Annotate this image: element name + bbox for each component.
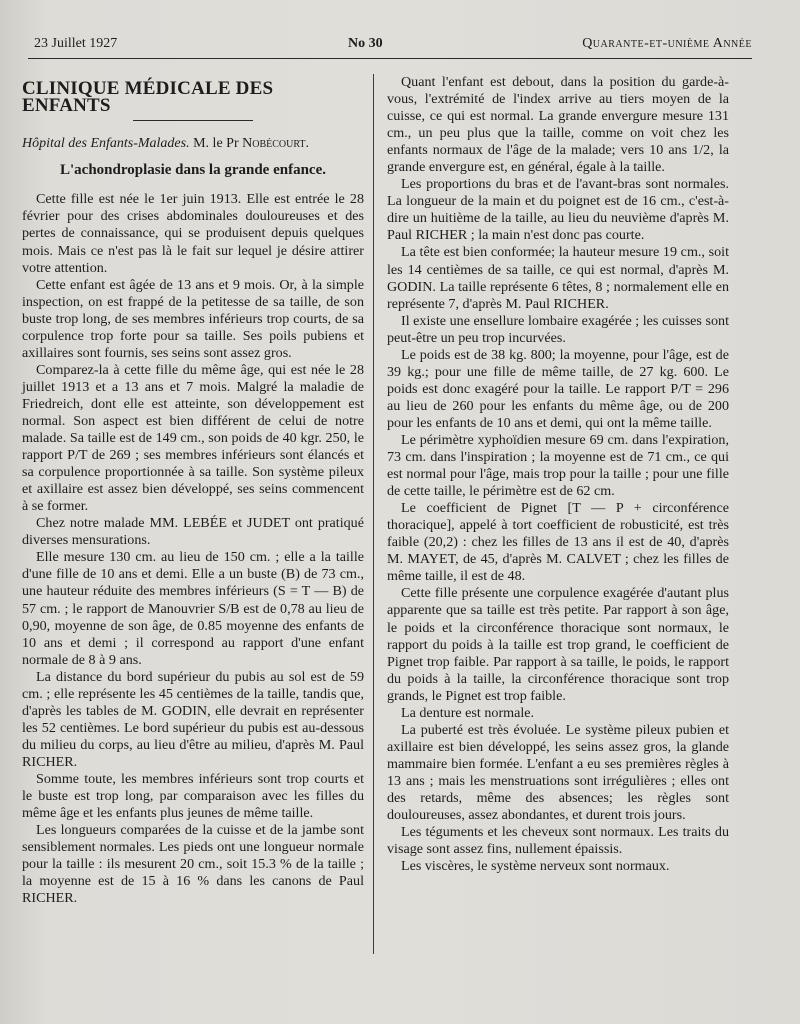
title-rule <box>133 120 253 121</box>
paragraph: Cette fille est née le 1er juin 1913. Elle est entrée le 28 février pour des crises abdominales douloureuses et des pertes de connaissance, qui se produisent depuis quelques mois. Mais ce n'est pas là le fait sur lequel je désire attirer votre attention. <box>22 191 364 276</box>
paragraph: Les téguments et les cheveux sont normaux. Les traits du visage sont assez fins, nullement épaissis. <box>387 824 729 858</box>
hospital-intro: M. le Pr <box>189 136 243 152</box>
paragraph: Cette fille présente une corpulence exagérée d'autant plus apparente que sa taille est très petite. Par rapport à son âge, le poids et la circonférence thoracique sont normaux, le rapport du poids à la taille est trop grand, le coefficient de Pignet trop faible. Par rapport à sa taille, le poids, le rapport du poids à la taille, la circonférence thoracique sont trop grands, le Pignet est trop faible. <box>387 585 729 704</box>
issue-date: 23 Juillet 1927 <box>34 36 118 51</box>
paragraph: Somme toute, les membres inférieurs sont trop courts et le buste est trop long, par comparaison avec les filles du même âge et les enfants plus jeunes de même taille. <box>22 770 364 822</box>
right-column <box>387 74 729 875</box>
paragraph: Comparez-la à cette fille du même âge, qui est née le 28 juillet 1913 et a 13 ans et 7 mois. Malgré la maladie de Friedreich, dont elle est atteinte, son développement est normal. Son aspect est bien différent de celui de notre malade. Sa taille est de 149 cm., son poids de 40 kgr. 250, le rapport P/T de 269 ; ses membres inférieurs sont élancés et sa corpulence proportionnée à sa taille. Son système pileux et axillaire est assez bien développé, ses seins commencent à se former. <box>22 361 364 515</box>
author-name: Nobécourt. <box>242 136 310 152</box>
paragraph: La distance du bord supérieur du pubis au sol est de 59 cm. ; elle représente les 45 centièmes de la taille, tandis que, d'après les tables de M. GODIN, elle devrait en représenter les 52 centièmes. Le bord supérieur du pubis est au-dessous du milieu du corps, au lieu d'être au milieu, d'après M. Paul RICHER. <box>22 668 364 770</box>
paragraph: Elle mesure 130 cm. au lieu de 150 cm. ; elle a la taille d'une fille de 10 ans et demi. Elle a un buste (B) de 73 cm., une hauteur réduite des membres inférieurs (S = T — B) de 57 cm. ; le rapport de Manouvrier S/B est de 0,78 au lieu de 0,90, moyenne de son âge, de 0.85 moyenne des enfants de 10 ans et demi ; il correspond au rapport d'une enfant normale de 8 à 9 ans. <box>22 549 364 668</box>
paragraph: La denture est normale. <box>401 704 535 721</box>
article-title: CLINIQUE MÉDICALE DES ENFANTS <box>22 78 274 117</box>
page-header <box>28 36 752 59</box>
paragraph: Quant l'enfant est debout, dans la position du garde-à-vous, l'extrémité de l'index arrive au tiers moyen de la cuisse, ce qui est normal. La grande envergure mesure 131 cm., un peu plus que la taille, comme on voit chez les enfants normaux de l'âge de la malade; vers 10 ans 1/2, la grande envergure est, en général, égale à la taille. <box>387 74 729 176</box>
paragraph: La tête est bien conformée; la hauteur mesure 19 cm., soit les 14 centièmes de sa taille, ce qui est normal, d'après M. GODIN. La taille représente 6 têtes, 8 ; normalement elle en représente 7, d'après M. Paul RICHER. <box>387 244 729 312</box>
article-subtitle: L'achondroplasie dans la grande enfance. <box>59 162 326 179</box>
paragraph: La puberté est très évoluée. Le système pileux pubien et axillaire est bien développé, les seins assez gros, la glande mammaire bien formée. L'enfant a eu ses premières règles à 13 ans ; mais les menstruations sont irrégulières ; elles ont des retards, même des absences; les règles sont douloureuses, assez abondantes, et durent trois jours. <box>387 721 729 824</box>
hospital-name: Hôpital des Enfants-Malades. <box>22 136 190 152</box>
paragraph: Chez notre malade MM. LEBÉE et JUDET ont pratiqué diverses mensurations. <box>22 515 364 549</box>
paragraph: Le périmètre xyphoïdien mesure 69 cm. dans l'expiration, 73 cm. dans l'inspiration ; la moyenne est de 71 cm., ce qui est normal pour l'âge, mais trop pour la taille ; pour une fille de cette taille, le périmètre est de 62 cm. <box>387 431 729 500</box>
paragraph: Les viscères, le système nerveux sont normaux. <box>401 858 670 875</box>
hospital-line <box>22 135 364 152</box>
paragraph: Les proportions du bras et de l'avant-bras sont normales. La longueur de la main et du poignet est de 16 cm., c'est-à-dire un huitième de la taille, au lieu du neuvième d'après M. Paul RICHER ; la main n'est donc pas courte. <box>387 176 729 244</box>
left-column <box>22 70 364 907</box>
paragraph: Le poids est de 38 kg. 800; la moyenne, pour l'âge, est de 39 kg.; pour une fille de même taille, de 27 kg. 600. Le poids est donc exagéré pour la taille. Le rapport P/T = 296 au lieu de 260 pour les enfants du même âge, ou de 200 pour les enfants de 10 ans et demi, qui ont la même taille. <box>387 346 729 431</box>
paragraph: Cette enfant est âgée de 13 ans et 9 mois. Or, à la simple inspection, on est frappé de la petitesse de sa taille, de son buste trop long, de ses membres inférieurs trop courts, de sa corpulence trop forte pour sa taille. Ses poils pubiens et axillaires sont fournis, ses seins sont assez gros. <box>22 276 364 361</box>
paragraph: Les longueurs comparées de la cuisse et de la jambe sont sensiblement normales. Les pieds ont une longueur normale pour la taille : ils mesurent 20 cm., soit 15.3 % de la taille ; la moyenne est de 15 à 16 % dans les canons de Paul RICHER. <box>22 822 364 907</box>
issue-number: No 30 <box>348 36 383 51</box>
paragraph: Il existe une ensellure lombaire exagérée ; les cuisses sont peut-être un peu trop incurvées. <box>387 312 729 346</box>
column-divider <box>373 74 374 954</box>
issue-year: Quarante-et-unième Année <box>582 36 752 51</box>
paragraph: Le coefficient de Pignet [T — P + circonférence thoracique], appelé à tort coefficient de robusticité, est très faible (20,2) : chez les filles de 13 ans il est de 40, d'après M. MAYET, de 45, d'après M. CALVET ; chez les filles de même taille, il est de 48. <box>387 500 729 585</box>
